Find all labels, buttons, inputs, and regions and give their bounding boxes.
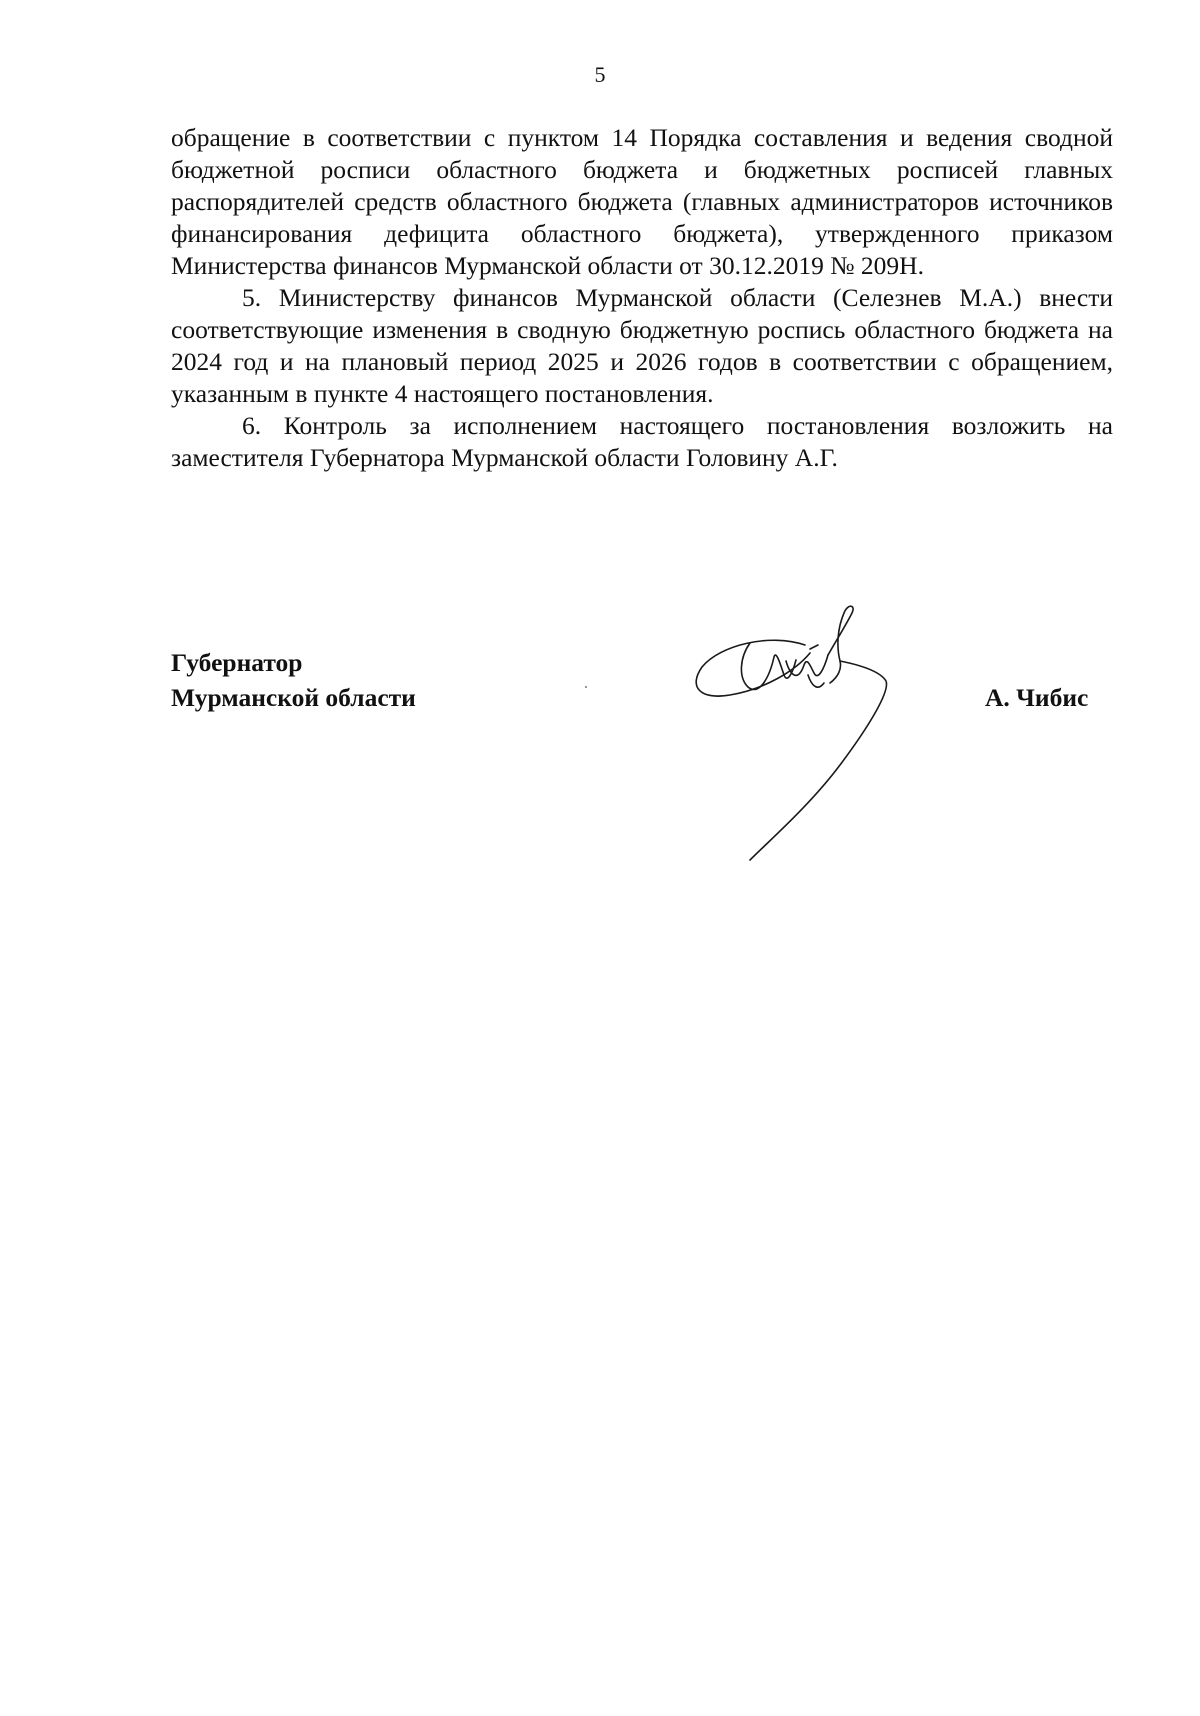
paragraph-item-5: 5. Министерству финансов Мурманской области (Селезнев М.А.) внести соответствующие изменения в сводную бюджетную роспись областного бюджета на 2024 год и на плановый период 2025 и 2026 годов в соответствии с обращением, указанным в пункте 4 настоящего постановления. [171, 283, 1113, 408]
paragraph-item-6: 6. Контроль за исполнением настоящего постановления возложить на заместителя Губернатора Мурманской области Головину А.Г. [171, 411, 1113, 472]
scan-speck [585, 686, 587, 688]
handwritten-signature-icon [690, 605, 940, 865]
position-line-2: Мурманской области [171, 683, 416, 712]
position-line-1: Губернатор [171, 648, 303, 677]
signatory-position [171, 645, 416, 715]
paragraph-continuation: обращение в соответствии с пунктом 14 Порядка составления и ведения сводной бюджетной росписи областного бюджета и бюджетных росписей главных распорядителей средств областного бюджета (главных администраторов источников финансирования дефицита областного бюджета), утвержденного приказом Министерства финансов Мурманской области от 30.12.2019 № 209Н. [171, 123, 1113, 280]
page-number: 5 [594, 62, 606, 87]
document-body [171, 122, 1113, 474]
signer-name: А. Чибис [985, 683, 1089, 712]
